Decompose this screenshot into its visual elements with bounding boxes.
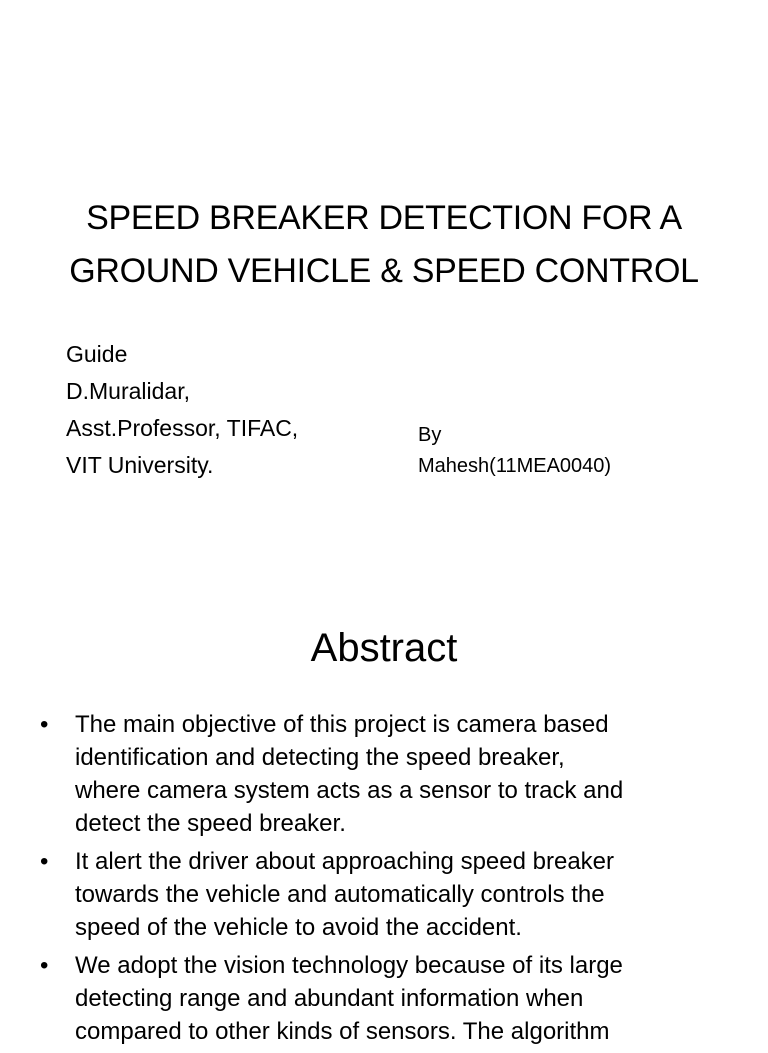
title-line: GROUND VEHICLE & SPEED CONTROL [69,252,699,290]
bullet-line: speed of the vehicle to avoid the accident. [75,914,522,941]
bullet-line: We adopt the vision technology because of its large [75,952,623,979]
bullet-icon: • [40,848,49,875]
bullet-line: detect the speed breaker. [75,810,346,837]
bullet-line: identification and detecting the speed breaker, [75,744,565,771]
bullet-text [75,949,740,1048]
abstract-slide [0,576,768,1045]
list-item [40,708,740,840]
bullet-line: It alert the driver about approaching speed breaker [75,848,615,875]
bullet-text [75,708,740,840]
author-name: Mahesh(11MEA0040) [418,455,612,477]
guide-name: D.Muralidar, [66,378,190,404]
guide-position: Asst.Professor, TIFAC, [66,415,299,441]
list-item [40,949,740,1048]
slide-title [40,192,728,298]
bullet-icon: • [40,711,49,738]
title-line: SPEED BREAKER DETECTION FOR A [86,199,682,237]
guide-university: VIT University. [66,452,214,478]
bullet-text [75,845,740,944]
bullet-line: towards the vehicle and automatically controls the [75,881,605,908]
bullet-line: The main objective of this project is camera based [75,711,609,738]
guide-label: Guide [66,341,128,367]
list-item [40,845,740,944]
author-info [418,420,611,482]
abstract-bullet-list [40,708,740,1053]
bullet-line: compared to other kinds of sensors. The algorithm [75,1018,610,1045]
bullet-line: where camera system acts as a sensor to track and [75,777,624,804]
guide-info [66,336,298,484]
bullet-icon: • [40,952,49,979]
abstract-heading: Abstract [310,626,458,670]
by-label: By [418,424,442,446]
bullet-line: detecting range and abundant information when [75,985,584,1012]
